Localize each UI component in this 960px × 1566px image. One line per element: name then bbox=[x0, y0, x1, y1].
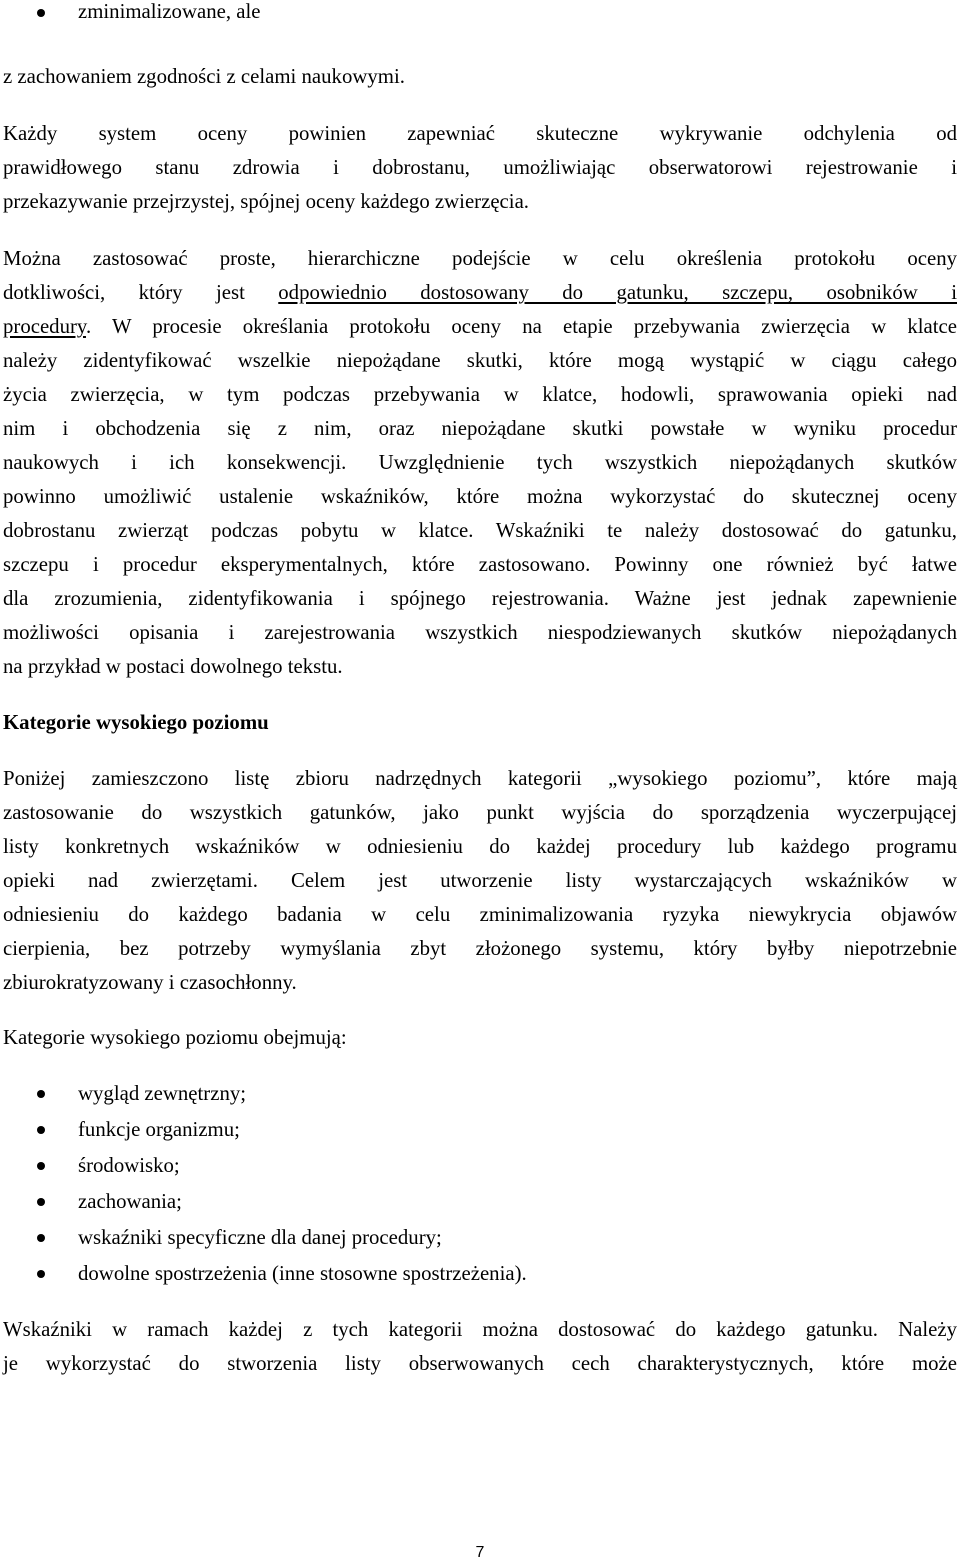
list-item: funkcje organizmu; bbox=[78, 1118, 240, 1141]
paragraph-3-line bbox=[3, 310, 957, 344]
bullet-icon bbox=[37, 9, 45, 17]
bullet-icon bbox=[37, 1234, 45, 1242]
bullet-icon bbox=[37, 1126, 45, 1134]
underlined-text: odpowiednio dostosowany do gatunku, szczepu, osobników i bbox=[278, 281, 957, 304]
list-item: zachowania; bbox=[78, 1190, 182, 1213]
paragraph-3-line: Można zastosować proste, hierarchiczne podejście w celu określenia protokołu oceny bbox=[3, 247, 957, 270]
paragraph-3-line: możliwości opisania i zarejestrowania wszystkich niespodziewanych skutków niepożądanych bbox=[3, 621, 957, 644]
bullet-icon bbox=[37, 1198, 45, 1206]
page-number: 7 bbox=[475, 1544, 485, 1561]
paragraph-5: Kategorie wysokiego poziomu obejmują: bbox=[3, 1026, 347, 1049]
paragraph-4-line: opieki nad zwierzętami. Celem jest utworzenie listy wystarczających wskaźników w bbox=[3, 869, 957, 892]
list-item: wygląd zewnętrzny; bbox=[78, 1082, 247, 1105]
bullet-icon bbox=[37, 1162, 45, 1170]
section-heading: Kategorie wysokiego poziomu bbox=[3, 711, 269, 734]
paragraph-4-line: zastosowanie do wszystkich gatunków, jako punkt wyjścia do sporządzenia wyczerpującej bbox=[3, 801, 957, 824]
paragraph-3-line: szczepu i procedur eksperymentalnych, które zastosowano. Powinny one również być łatwe bbox=[3, 553, 957, 576]
paragraph-2-line: Każdy system oceny powinien zapewniać skuteczne wykrywanie odchylenia od bbox=[3, 122, 957, 145]
paragraph-4-line: odniesieniu do każdego badania w celu zminimalizowania ryzyka niewykrycia objawów bbox=[3, 903, 957, 926]
paragraph-3-line: należy zidentyfikować wszelkie niepożądane skutki, które mogą wystąpić w ciągu całego bbox=[3, 349, 957, 372]
paragraph-3-line: życia zwierzęcia, w tym podczas przebywania w klatce, hodowli, sprawowania opieki nad bbox=[3, 383, 957, 406]
list-item: wskaźniki specyficzne dla danej procedury; bbox=[78, 1226, 442, 1249]
paragraph-4-line: Poniżej zamieszczono listę zbioru nadrzędnych kategorii „wysokiego poziomu”, które mają bbox=[3, 767, 957, 790]
paragraph-3-line: nim i obchodzenia się z nim, oraz niepożądane skutki powstałe w wyniku procedur bbox=[3, 417, 957, 440]
paragraph-3-line: powinno umożliwić ustalenie wskaźników, które można wykorzystać do skutecznej oceny bbox=[3, 485, 957, 508]
paragraph-2-line: przekazywanie przejrzystej, spójnej oceny każdego zwierzęcia. bbox=[3, 190, 529, 213]
list-item-top: zminimalizowane, ale bbox=[78, 0, 261, 23]
bullet-icon bbox=[37, 1090, 45, 1098]
text-run: . W procesie określania protokołu oceny na etapie przebywania zwierzęcia w klatce bbox=[85, 315, 957, 338]
paragraph-3-line: dla zrozumienia, zidentyfikowania i spójnego rejestrowania. Ważne jest jednak zapewnienie bbox=[3, 587, 957, 610]
text-run: dotkliwości, który jest bbox=[3, 281, 279, 304]
paragraph-2-line: prawidłowego stanu zdrowia i dobrostanu, umożliwiając obserwatorowi rejestrowanie i bbox=[3, 156, 957, 179]
paragraph-1: z zachowaniem zgodności z celami naukowymi. bbox=[3, 65, 405, 88]
list-item: dowolne spostrzeżenia (inne stosowne spostrzeżenia). bbox=[78, 1262, 527, 1285]
paragraph-6-line: je wykorzystać do stworzenia listy obserwowanych cech charakterystycznych, które może bbox=[3, 1352, 957, 1375]
paragraph-4-line: zbiurokratyzowany i czasochłonny. bbox=[3, 971, 297, 994]
paragraph-3-line: na przykład w postaci dowolnego tekstu. bbox=[3, 655, 343, 678]
paragraph-6-line: Wskaźniki w ramach każdej z tych kategorii można dostosować do każdego gatunku. Należy bbox=[3, 1318, 957, 1341]
paragraph-3-line bbox=[3, 276, 957, 310]
list-item: środowisko; bbox=[78, 1154, 180, 1177]
paragraph-3-line: naukowych i ich konsekwencji. Uwzględnienie tych wszystkich niepożądanych skutków bbox=[3, 451, 957, 474]
underlined-text: procedury bbox=[3, 315, 86, 338]
paragraph-3-line: dobrostanu zwierząt podczas pobytu w klatce. Wskaźniki te należy dostosować do gatunku, bbox=[3, 519, 957, 542]
paragraph-4-line: cierpienia, bez potrzeby wymyślania zbyt złożonego systemu, który byłby niepotrzebnie bbox=[3, 937, 957, 960]
bullet-icon bbox=[37, 1270, 45, 1278]
paragraph-4-line: listy konkretnych wskaźników w odniesieniu do każdej procedury lub każdego programu bbox=[3, 835, 957, 858]
